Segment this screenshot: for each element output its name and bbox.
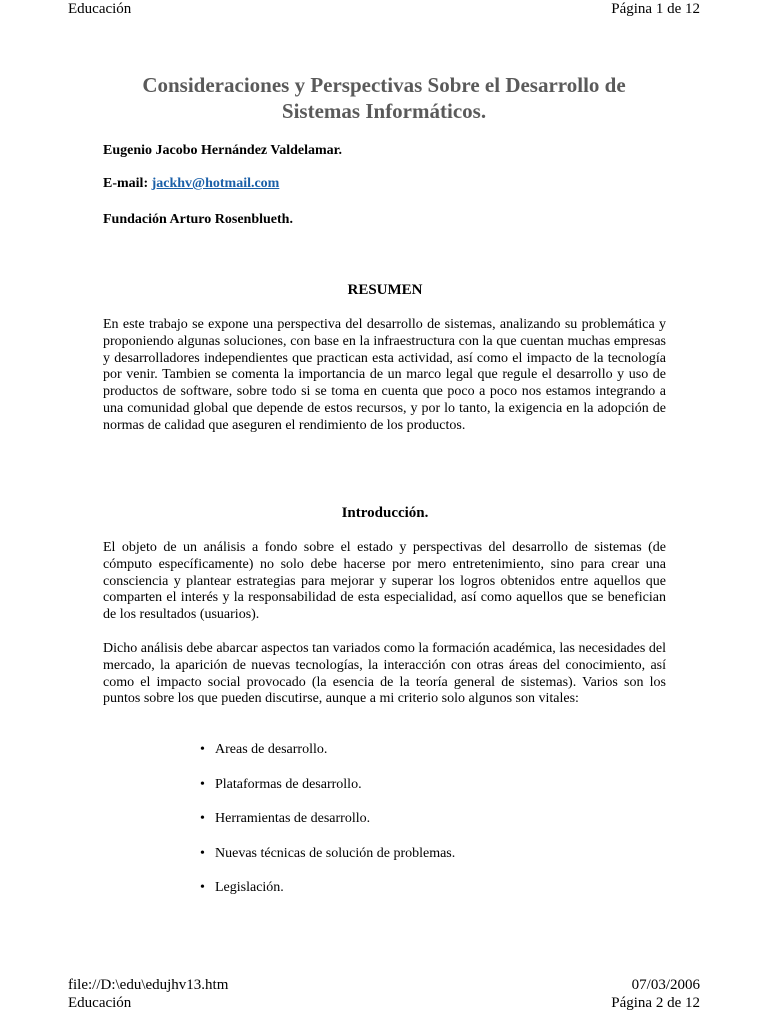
resumen-paragraph: En este trabajo se expone una perspectiva del desarrollo de sistemas, analizando su problemática y proponiendo algunas soluciones, con base en la infraestructura con la que cuentan muchas empresas y desarrolladores independientes que practican esta actividad, así como el impacto de la tecnología por venir. Tambien se comenta la importancia de un marco legal que regule el desarrollo y uso de productos de software, sobre todo si se toma en cuenta que poco a poco nos estamos integrando a una comunidad global que depende de estos recursos, y por lo tanto, la exigencia en la adopción de normas de calidad que aseguren el rendimiento de los productos. <box>103 317 666 433</box>
resumen-heading: RESUMEN <box>347 282 423 298</box>
footer-file-path: file://D:\edu\edujhv13.htm <box>68 977 229 993</box>
bullet-icon: • <box>200 845 205 861</box>
author-email-line <box>103 176 279 192</box>
footer-date: 07/03/2006 <box>631 977 700 993</box>
vital-points-list <box>200 742 455 915</box>
list-item: • Areas de desarrollo. <box>200 742 328 757</box>
document-title <box>0 72 768 124</box>
bullet-icon: • <box>200 811 205 826</box>
bullet-icon: • <box>200 880 205 895</box>
email-link[interactable]: jackhv@hotmail.com <box>151 176 280 191</box>
list-item: • Legislación. <box>200 880 284 895</box>
footer-page-number: Página 2 de 12 <box>611 995 700 1011</box>
title-line-1: Consideraciones y Perspectivas Sobre el Desarrollo de <box>142 73 626 97</box>
introduccion-heading: Introducción. <box>341 505 429 521</box>
intro-paragraph-2: Dicho análisis debe abarcar aspectos tan variados como la formación académica, las necesidades del mercado, la aparición de nuevas tecnologías, la interacción con otras áreas del conocimiento, así como el impacto social provocado (la esencia de la teoría general de sistemas). Varios son los puntos sobre los que pueden discutirse, aunque a mi criterio solo algunos son vitales: <box>103 641 666 707</box>
list-item: • Plataformas de desarrollo. <box>200 776 362 792</box>
title-line-2: Sistemas Informáticos. <box>281 99 487 123</box>
intro-paragraph-1: El objeto de un análisis a fondo sobre el estado y perspectivas del desarrollo de sistemas (de cómputo específicamente) no solo debe hacerse por mero entretenimiento, sino para crear una consciencia y plantear estrategias para mejorar y superar los logros obtenidos entre aquellos que comparten el interés y la responsabilidad de esta especialidad, así como aquellos que se benefician de los resultados (usuarios). <box>103 540 666 623</box>
bullet-icon: • <box>200 776 205 792</box>
bullet-icon: • <box>200 742 205 757</box>
list-item: • Herramientas de desarrollo. <box>200 811 371 826</box>
header-left: Educación <box>68 1 132 17</box>
email-label: E-mail: <box>103 176 149 191</box>
author-name: Eugenio Jacobo Hernández Valdelamar. <box>103 143 343 158</box>
header-page-number: Página 1 de 12 <box>611 1 700 17</box>
author-affiliation: Fundación Arturo Rosenblueth. <box>103 212 293 227</box>
footer-left: Educación <box>68 995 132 1011</box>
list-item: • Nuevas técnicas de solución de problemas. <box>200 845 456 861</box>
